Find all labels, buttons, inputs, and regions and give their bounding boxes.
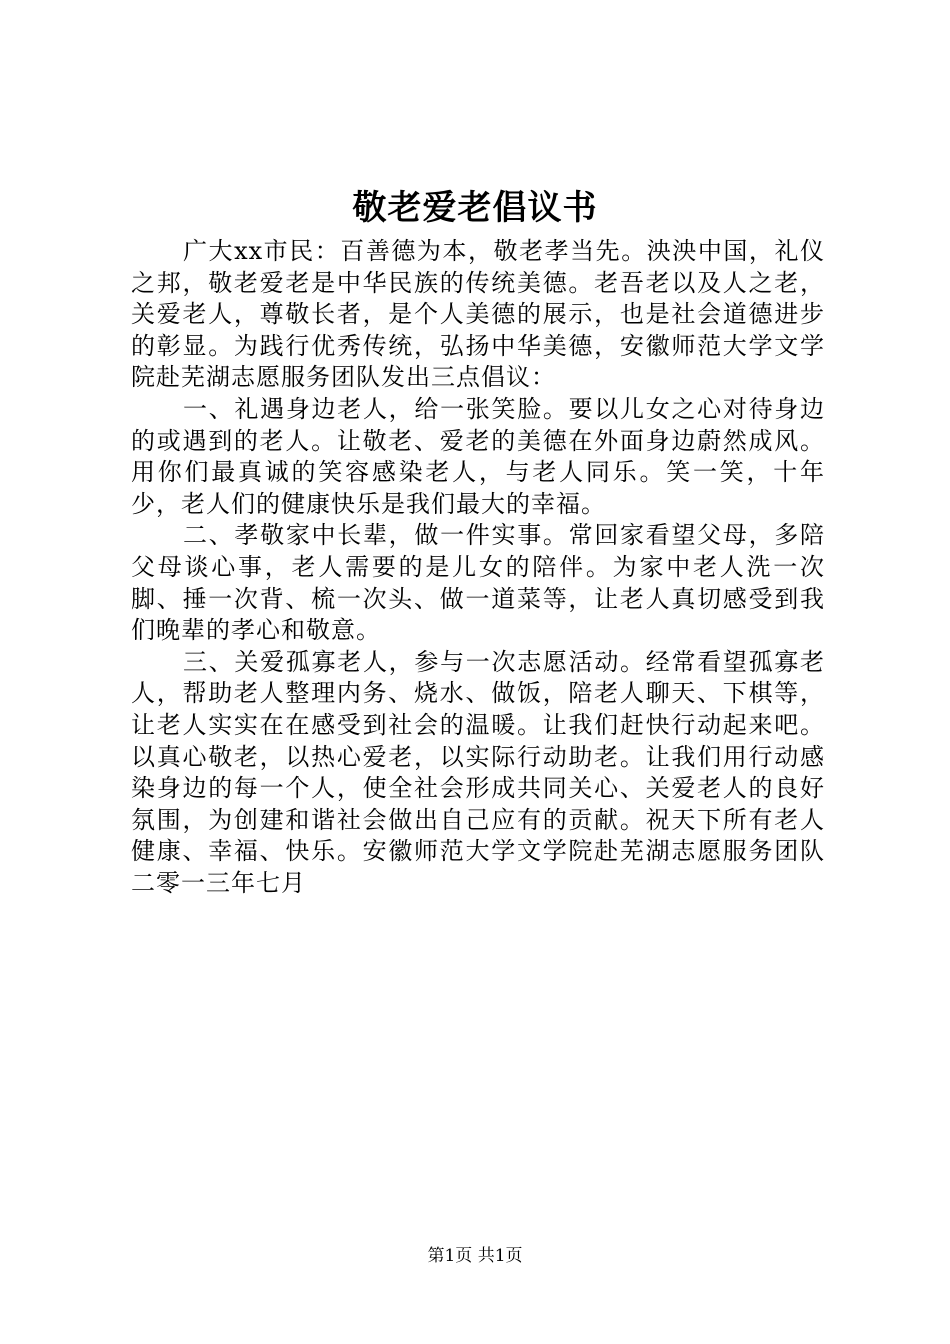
- paragraph-proposal-1: 一、礼遇身边老人，给一张笑脸。要以儿女之心对待身边的或遇到的老人。让敬老、爱老的美德在外面身边蔚然成风。用你们最真诚的笑容感染老人，与老人同乐。笑一笑，十年少，老人们的健康快乐是我们最大的幸福。: [131, 394, 825, 518]
- document-title: 敬老爱老倡议书: [352, 188, 598, 228]
- paragraph-proposal-3: 三、关爱孤寡老人，参与一次志愿活动。经常看望孤寡老人，帮助老人整理内务、烧水、做饭，陪老人聊天、下棋等，让老人实实在在感受到社会的温暖。让我们赶快行动起来吧。以真心敬老，以热心爱老，以实际行动助老。让我们用行动感染身边的每一个人，使全社会形成共同关心、关爱老人的良好氛围，为创建和谐社会做出自己应有的贡献。祝天下所有老人健康、幸福、快乐。安徽师范大学文学院赴芜湖志愿服务团队二零一三年七月: [131, 647, 825, 897]
- paragraph-proposal-2: 二、孝敬家中长辈，做一件实事。常回家看望父母，多陪父母谈心事，老人需要的是儿女的陪伴。为家中老人洗一次脚、捶一次背、梳一次头、做一道菜等，让老人真切感受到我们晚辈的孝心和敬意。: [131, 521, 825, 645]
- document-body: [131, 236, 825, 899]
- paragraph-intro: 广大xx市民：百善德为本，敬老孝当先。泱泱中国，礼仪之邦，敬老爱老是中华民族的传统美德。老吾老以及人之老，关爱老人，尊敬长者，是个人美德的展示，也是社会道德进步的彰显。为践行优秀传统，弘扬中华美德，安徽师范大学文学院赴芜湖志愿服务团队发出三点倡议：: [131, 237, 825, 392]
- page-footer: 第1页 共1页: [427, 1246, 523, 1266]
